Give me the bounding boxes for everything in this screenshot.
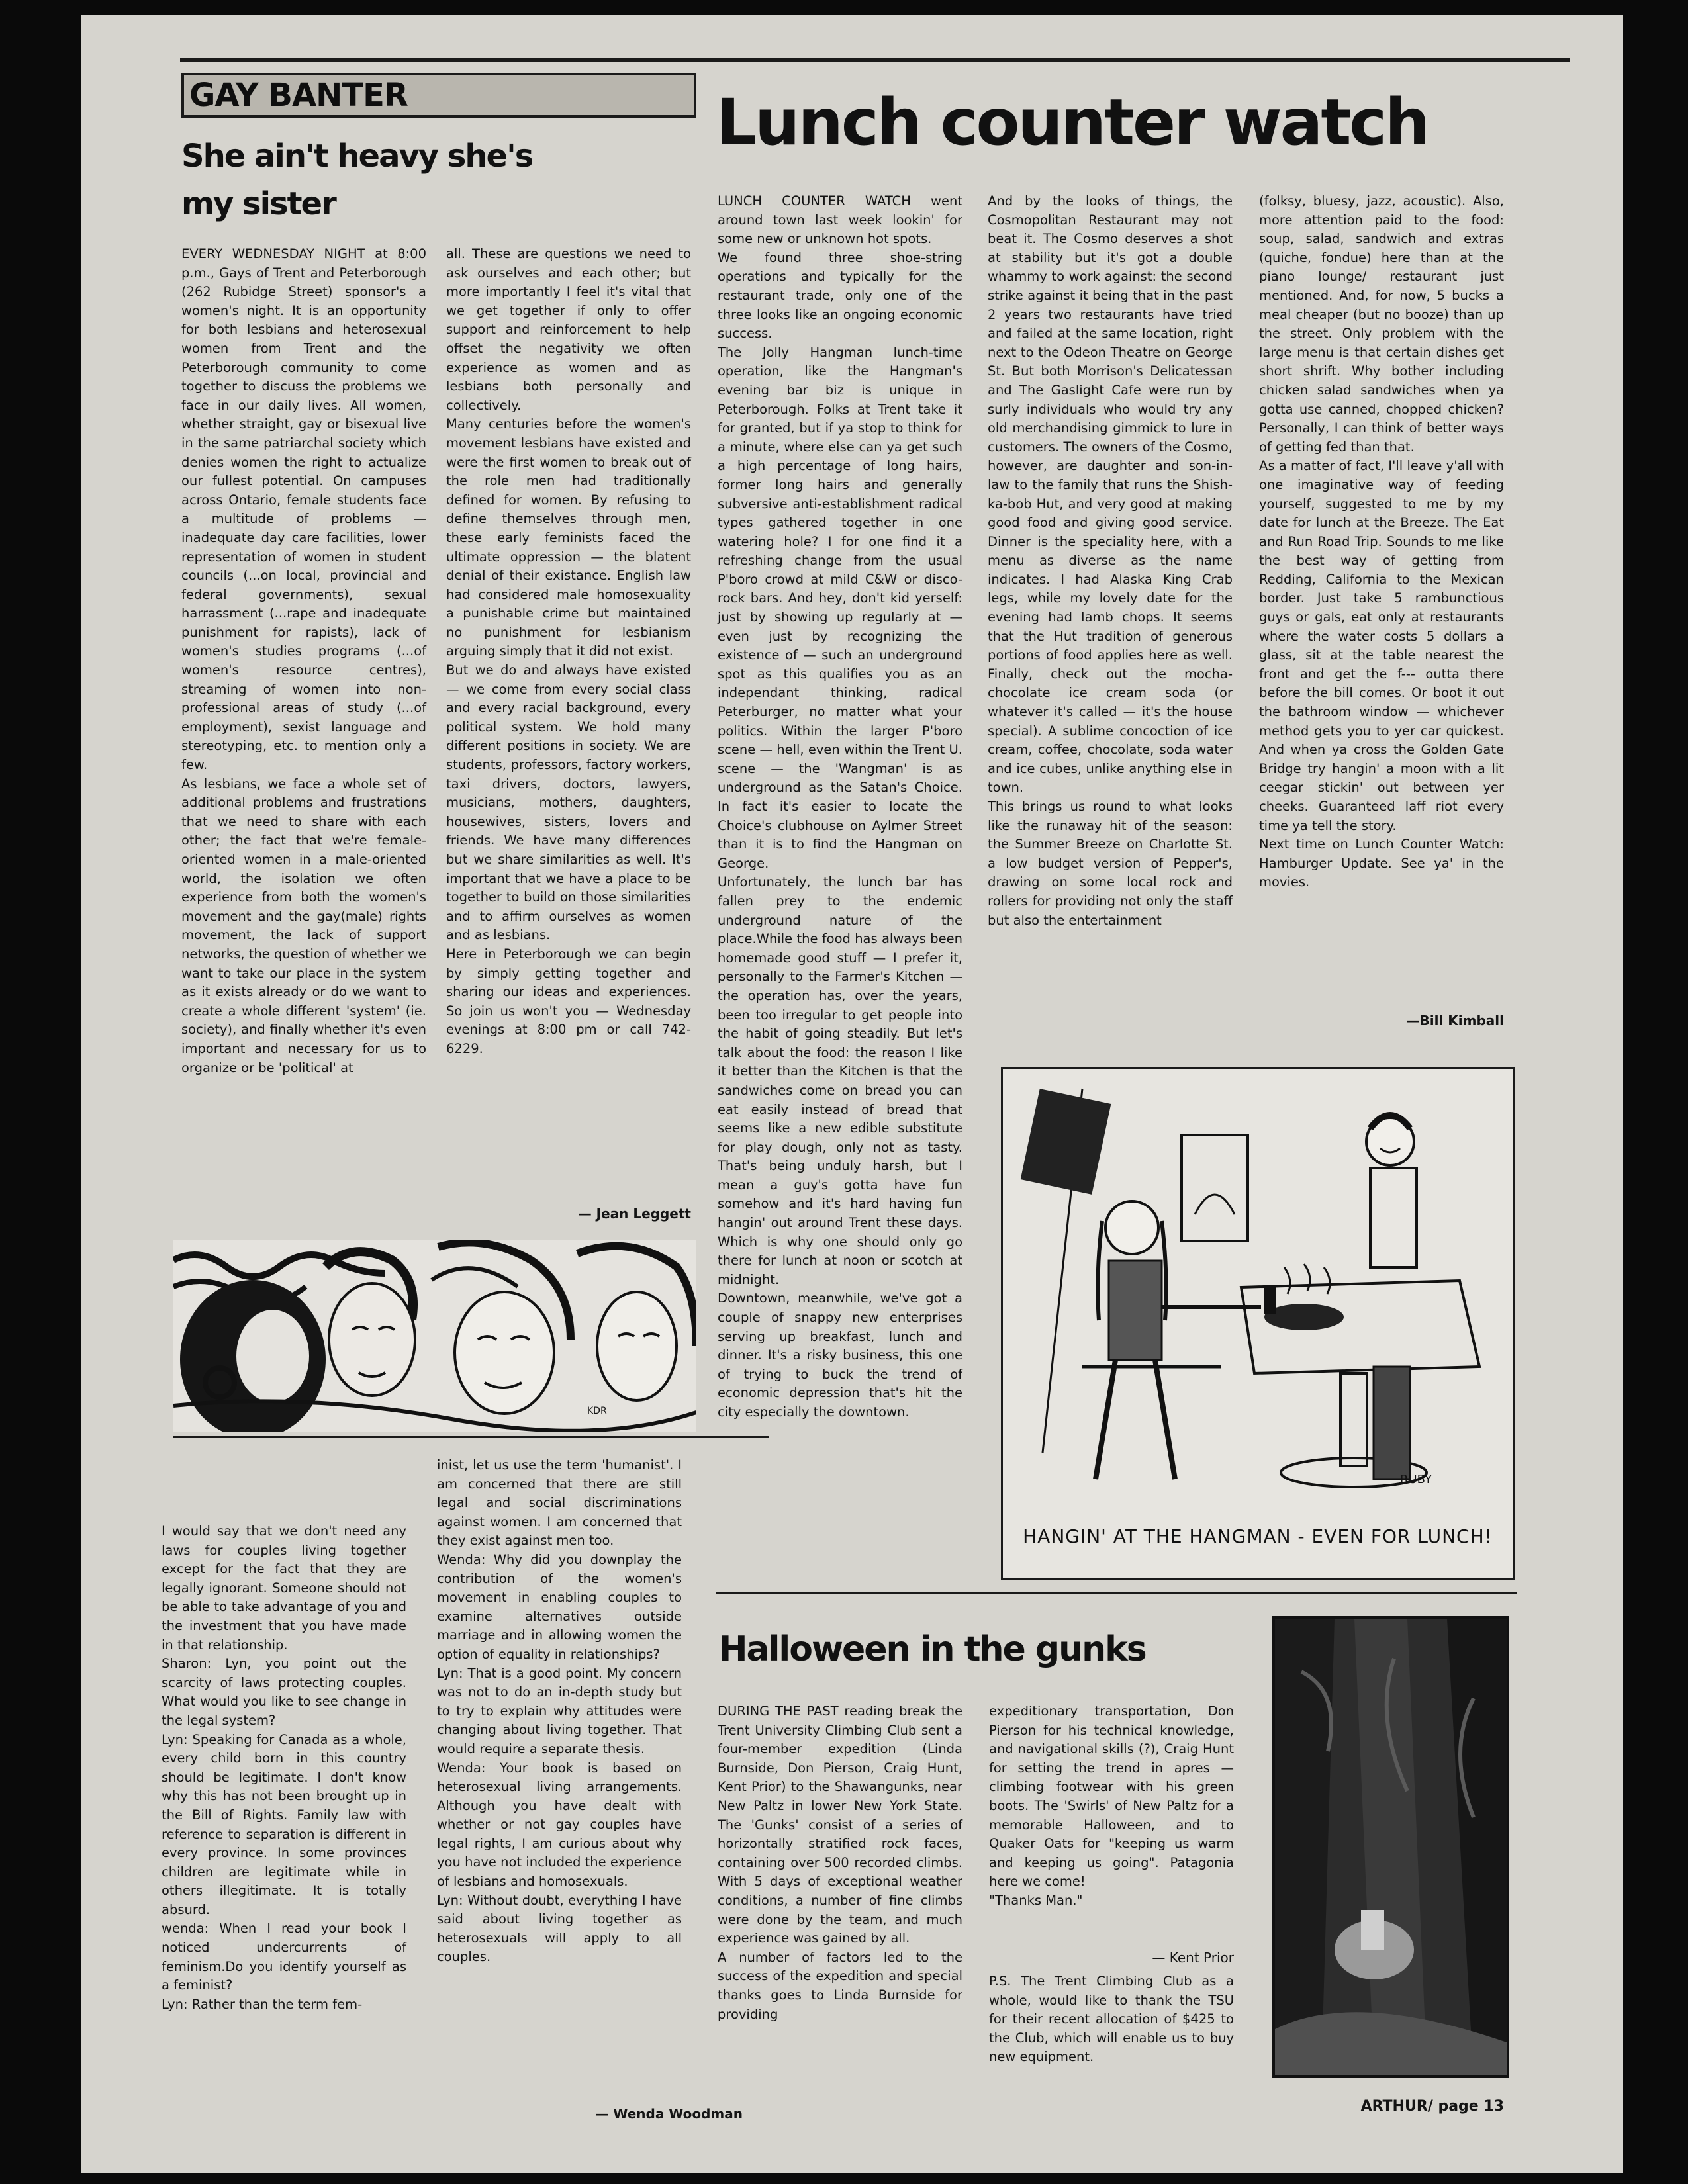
illustration-signature: KDR	[587, 1406, 607, 1416]
lunch-column-3: (folksy, bluesy, jazz, acoustic). Also, more attention paid to the food: soup, salad, sandwich and extras (quiche, fondue) here than at the piano lounge/ restaurant just mentioned. And, for now, 5 bucks a meal cheaper (but no booze) than up the street. Only problem with the large menu is that certain dishes get short shrift. Why bother including chicken salad sandwiches when ya gotta use canned, chopped chicken? Personally, I can think of better ways of getting fed than that. As a matter of fact, I'll leave y'all with one imaginative way of feeding yourself, suggested to me by my date for lunch at the Breeze. The Eat and Run Road Trip. Sounds to me like the best way of getting from Redding, California to the Mexican border. Just take 5 rambunctious guys or gals, eat only at restaurants where the water costs 5 dollars a glass, sit at the table nearest the front and get the f--- outta there before the bill comes. Or boot it out the bathroom window — whichever method gets you to yer car quickest. And when ya cross the Golden Gate Bridge try hangin' a moon with a lit ceegar stickin' out between yer cheeks. Guaranteed laff riot every time ya tell the story. Next time on Lunch Counter Watch: Hamburger Update. See ya' in the movies.	[1259, 193, 1504, 890]
lunch-headline: Lunch counter watch	[716, 85, 1429, 159]
hangman-cartoon	[1001, 1067, 1515, 1580]
cartoon-signature: RUBY	[1400, 1473, 1432, 1486]
interview-column-1: I would say that we don't need any laws for couples living together except for the fact that they are legally ignorant. Someone should not be able to take advantage of you and the investment that you have made in that relationship. Sharon: Lyn, you point out the scarcity of laws protecting couples. What would you like to see change in the legal system? Lyn: Speaking for Canada as a whole, every child born in this country should be legitimate. I don't know why this has not been brought up in the Bill of Rights. Family law with reference to separation is different in every province. In some provinces children are legitimate while in others illegitimate. It is totally absurd. wenda: When I read your book I noticed undercurrents of feminism.Do you identify yourself as a feminist? Lyn: Rather than the term fem-	[162, 1524, 406, 2012]
women-faces-illustration	[173, 1240, 696, 1432]
page-folio: ARTHUR/ page 13	[1360, 2098, 1504, 2115]
interview-column-2: inist, let us use the term 'humanist'. I am concerned that there are still legal and social discriminations against women. I am concerned that they exist against men too. Wenda: Why did you downplay the contribution of the women's movement in enabling couples to examine alternatives outside marriage and in allowing women the option of equality in relationships? Lyn: That is a good point. My concern was not to do an in-depth study but to try to explain why attitudes were changing about living together. That would require a separate thesis. Wenda: Your book is based on heterosexual living arrangements. Although you have dealt with whether or not gay couples have legal rights, I am curious about why you have not included the experience of lesbians and homosexuals. Lyn: Without doubt, everything I have said about living together as heterosexuals will apply to all couples.	[437, 1457, 682, 1965]
halloween-column-1: DURING THE PAST reading break the Trent University Climbing Club sent a four-member expedition (Linda Burnside, Don Pierson, Craig Hunt, Kent Prior) to the Shawangunks, near New Paltz in lower New York State. The 'Gunks' consist of a series of horizontally stratified rock faces, containing over 500 recorded climbs. With 5 days of exceptional weather conditions, a number of fine climbs were done by the team, and much experience was gained by all. A number of factors led to the success of the expedition and special thanks goes to Linda Burnside for providing	[718, 1704, 962, 2022]
halloween-postscript: P.S. The Trent Climbing Club as a whole, would like to thank the TSU for their recent allocation of $425 to the Club, which will enable us to buy new equipment.	[989, 1974, 1234, 2065]
interview-byline: — Wenda Woodman	[595, 2106, 743, 2122]
halloween-top-rule	[716, 1592, 1517, 1594]
halloween-byline: — Kent Prior	[1152, 1950, 1234, 1966]
cartoon-caption: HANGIN' AT THE HANGMAN - EVEN FOR LUNCH!	[1023, 1525, 1493, 1547]
top-rule	[180, 58, 1570, 62]
lunch-byline: —Bill Kimball	[1406, 1013, 1504, 1028]
gay-banter-column-2: all. These are questions we need to ask ourselves and each other; but more importantly I feel it's vital that we get together if only to offer support and reinforcement to help offset the negativity we often experience as women and as lesbians both personally and collectively. Many centuries before the women's movement lesbians have existed and were the first women to break out of the role men had traditionally defined for women. By refusing to define themselves through men, these early feminists faced the ultimate oppression — the blatent denial of their existance. English law had considered male homosexuality a punishable crime but maintained no punishment for lesbianism arguing simply that it did not exist. But we do and always have existed — we come from every social class and every racial background, every political system. We hold many different positions in society. We are students, professors, factory workers, taxi drivers, doctors, lawyers, musicians, mothers, daughters, housewives, sisters, lovers and friends. We have many differences but we share similarities as well. It's important that we have a place to be together to build on those similarities and to affirm ourselves as women and as lesbians. Here in Peterborough we can begin by simply getting together and sharing our ideas and experiences. So join us won't you — Wednesday evenings at 8:00 pm or call 742-6229.	[446, 246, 691, 1056]
column-tag-box	[181, 73, 696, 118]
column-tag: GAY BANTER	[189, 77, 408, 114]
gay-banter-column-1: EVERY WEDNESDAY NIGHT at 8:00 p.m., Gays of Trent and Peterborough (262 Rubidge Street) sponsor's a women's night. It is an opportunity for both lesbians and heterosexual women from Trent and the Peterborough community to come together to discuss the problems we face in our daily lives. All women, whether straight, gay or bisexual live in the same patriarchal society which denies women the right to actualize our fullest potential. On campuses across Ontario, female students face a multitude of problems — inadequate day care facilities, lower representation of women in student councils (...on local, provincial and federal governments), sexual harrassment (...rape and inadequate punishment for rapists), lack of women's studies programs (...of women's resource centres), streaming of women into non-professional areas of study (...of employment), sexist language and stereotyping, etc. to mention only a few. As lesbians, we face a whole set of additional problems and frustrations that we need to share with each other; the fact that we're female-oriented women in a male-oriented world, the isolation we often experience from both the women's movement and the gay(male) rights movement, the lack of support networks, the question of whether we want to take our place in the system as it exists already or do we want to create a whole different 'system' (ie. society), and finally whether it's even important and necessary for us to organize or be 'political' at	[181, 246, 426, 1075]
gay-banter-byline: — Jean Leggett	[578, 1206, 691, 1222]
halloween-headline: Halloween in the gunks	[719, 1629, 1146, 1669]
lunch-column-2: And by the looks of things, the Cosmopolitan Restaurant may not beat it. The Cosmo deserves a shot at stability but it's got a double whammy to work against: the second strike against it being that in the past 2 years two restaurants have tried and failed at the same location, right next to the Odeon Theatre on George St. But both Morrison's Delicatessan and The Gaslight Cafe were run by surly individuals who would try any old merchandising gimmick to lure in customers. The owners of the Cosmo, however, are daughter and son-in-law to the family that runs the Shish-ka-bob Hut, and very good at making good food and giving good service. Dinner is the speciality here, with a menu as diverse as the name indicates. I had Alaska King Crab legs, while my lovely date for the evening had lamb chops. It seems that the Hut tradition of generous portions of food applies here as well. Finally, check out the mocha-chocolate ice cream soda (or whatever it's called — it's the house special). A sublime concoction of ice cream, coffee, chocolate, soda water and ice cubes, unlike anything else in town. This brings us round to what looks like the runaway hit of the season: the Summer Breeze on Charlotte St. a low budget version of Pepper's, drawing on some local rock and rollers for providing not only the staff but also the entertainment	[988, 193, 1233, 928]
halloween-column-2: expeditionary transportation, Don Pierson for his technical knowledge, and navigational skills (?), Craig Hunt for setting the trend in apres — climbing footwear with his green boots. The 'Swirls' of New Paltz for a memorable Halloween, and to Quaker Oats for "keeping us warm and keeping us going". Patagonia here we come! "Thanks Man."	[989, 1704, 1234, 1908]
lunch-column-1: LUNCH COUNTER WATCH went around town last week lookin' for some new or unknown hot spots. We found three shoe-string operations and typically for the restaurant trade, only one of the three looks like an ongoing economic success. The Jolly Hangman lunch-time operation, like the Hangman's evening bar biz is unique in Peterborough. Folks at Trent take it for granted, but if ya stop to think for a minute, where else can ya get such a high percentage of long hairs, former long hairs and generally subversive anti-establishment radical types gathered together in one watering hole? I for one find it a refreshing change from the usual P'boro crowd at mild C&W or disco-rock bars. And hey, don't kid yerself: just by showing up regularly at — even just by recognizing the existence of — such an underground spot as this qualifies you as an independant thinking, radical Peterburger, no matter what your politics. Within the larger P'boro scene — hell, even within the Trent U. scene — the 'Wangman' is as underground as the Satan's Choice. In fact it's easier to locate the Choice's clubhouse on Aylmer Street than it is to find the Hangman on George. Unfortunately, the lunch bar has fallen prey to the endemic underground nature of the place.While the food has always been homemade good stuff — I prefer it, personally to the Farmer's Kitchen — the operation has, over the years, been too irregular to get people into the habit of going steadily. But let's talk about the food: the reason I like it better than the Kitchen is that the sandwiches come on bread you can eat easily instead of bread that seems like a new edible substitute for play dough, only not as tasty. That's being unduly harsh, but I mean a guy's gotta have fun somehow and it's hard having fun hangin' out around Trent these days. Which is why one should only go there for lunch at noon or scotch at midnight. Downtown, meanwhile, we've got a couple of snappy new enterprises serving up breakfast, lunch and dinner. It's a risky business, this one of trying to buck the trend of economic depression that's hit the city especially the downtown.	[718, 193, 962, 1420]
climbing-photo	[1272, 1616, 1509, 2078]
gay-banter-headline: She ain't heavy she's my sister	[181, 138, 533, 222]
interview-top-rule	[173, 1436, 769, 1438]
newspaper-page	[81, 15, 1623, 2173]
